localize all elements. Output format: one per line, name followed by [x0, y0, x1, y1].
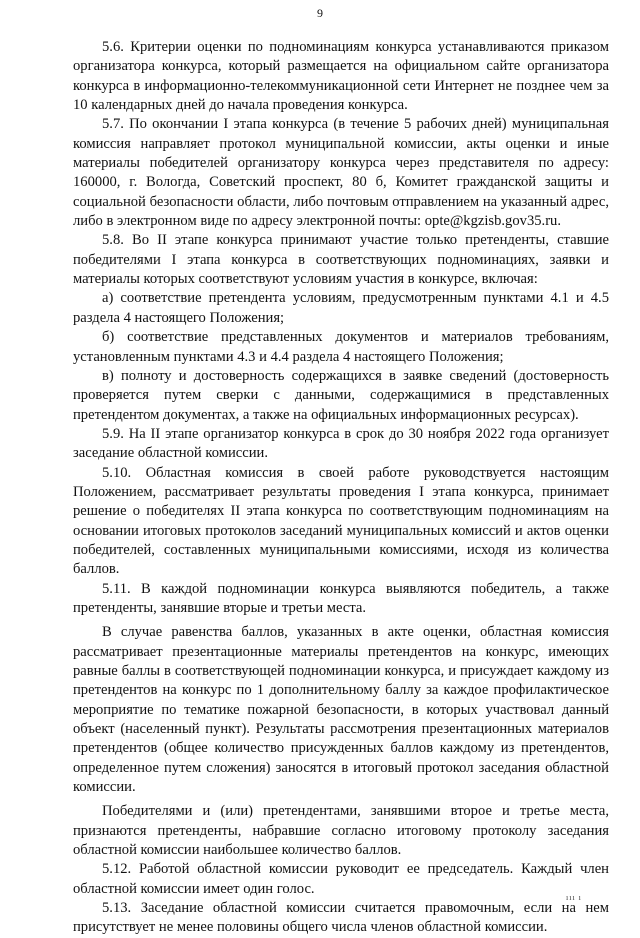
- paragraph-5-7: 5.7. По окончании I этапа конкурса (в течение 5 рабочих дней) муниципальная комиссия направляет протокол муниципальной комиссии, акты оценки и иные материалы победителей организатору конкурса через представителя по адресу: 160000, г. Вологда, Советский проспект, 80 б, Комитет гражданской защиты и социальной безопасности области, либо почтовым отправлением на указанный адрес, либо в электронном виде по адресу электронной почты: opte@kgzisb.gov35.ru.: [73, 116, 609, 230]
- paragraph-5-9: 5.9. На II этапе организатор конкурса в срок до 30 ноября 2022 года организует заседание областной комиссии.: [73, 425, 609, 462]
- footer-marks: ııı ı: [566, 893, 582, 902]
- paragraph-tie-rule: В случае равенства баллов, указанных в акте оценки, областная комиссия рассматривает презентационные материалы претендентов на конкурс, имеющих равные баллы в соответствующей подноминации конкурса, и присуждает каждому из претендентов на конкурс по 1 дополнительному баллу за каждое профилактическое мероприятие по тематике пожарной безопасности, в которых участвовал данный объект (населенный пункт). Результаты рассмотрения презентационных материалов претендентов (общее количество присужденных баллов каждому из претендентов, определенное путем сложения) заносятся в итоговый протокол заседания областной комиссии.: [73, 624, 609, 796]
- document-body: [73, 38, 609, 938]
- paragraph-5-8: 5.8. Во II этапе конкурса принимают участие только претенденты, ставшие победителями I этапа конкурса в соответствующих подноминациях, заявки и материалы которых соответствуют условиям участия в конкурсе, включая:: [73, 232, 609, 288]
- paragraph-5-12: 5.12. Работой областной комиссии руководит ее председатель. Каждый член областной комиссии имеет один голос.: [73, 861, 609, 897]
- paragraph-5-11: 5.11. В каждой подноминации конкурса выявляются победитель, а также претенденты, занявшие вторые и третьи места.: [73, 580, 609, 616]
- paragraph-winners: Победителями и (или) претендентами, занявшими второе и третье места, признаются претенденты, набравшие согласно итоговому протоколу заседания областной комиссии наибольшее количество баллов.: [73, 803, 609, 859]
- paragraph-5-8-a: а) соответствие претендента условиям, предусмотренным пунктами 4.1 и 4.5 раздела 4 настоящего Положения;: [73, 290, 609, 326]
- paragraph-5-6: 5.6. Критерии оценки по подноминациям конкурса устанавливаются приказом организатора конкурса, который размещается на официальном сайте организатора конкурса в информационно-телекоммуникационной сети Интернет не позднее чем за 10 календарных дней до начала проведения конкурса.: [73, 39, 609, 114]
- paragraph-5-8-v: в) полноту и достоверность содержащихся в заявке сведений (достоверность проверяется путем сверки с данными, содержащимися в представленных претендентом документах, а также на официальных информационных ресурсах).: [73, 367, 609, 423]
- page-number: 9: [317, 6, 323, 20]
- paragraph-5-10: 5.10. Областная комиссия в своей работе руководствуется настоящим Положением, рассматривает результаты проведения I этапа конкурса, принимает решение о победителях II этапа конкурса по соответствующим подноминациям на основании итоговых протоколов заседаний муниципальных комиссий и актов оценки победителей, составленных муниципальными комиссиями, исходя из количества баллов.: [73, 464, 609, 578]
- paragraph-5-13: 5.13. Заседание областной комиссии считается правомочным, если на нем присутствует не менее половины общего числа членов областной комиссии.: [73, 900, 609, 936]
- paragraph-5-8-b: б) соответствие представленных документов и материалов требованиям, установленным пунктами 4.3 и 4.4 раздела 4 настоящего Положения;: [73, 329, 609, 365]
